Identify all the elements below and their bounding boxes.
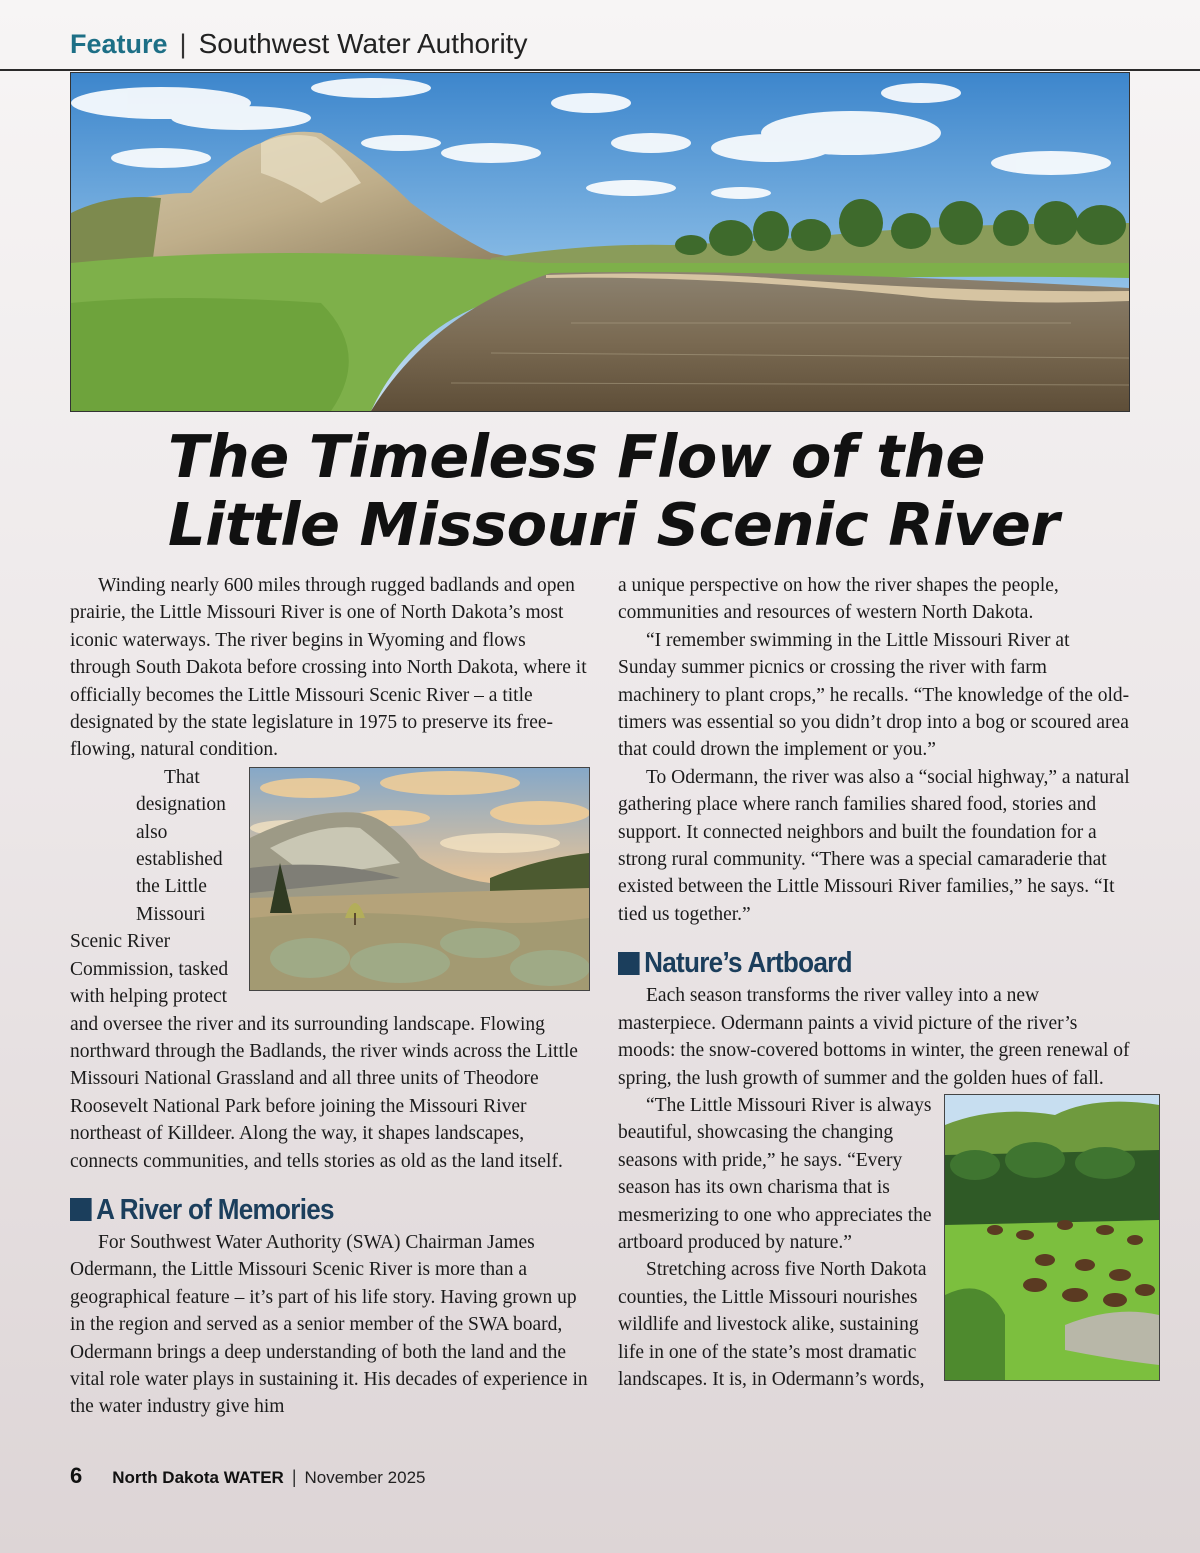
right-column xyxy=(618,572,1130,1393)
left-column xyxy=(70,572,590,1421)
footer-separator: | xyxy=(291,1467,297,1487)
right-paragraph-5: “The Little Missouri River is always beautiful, showcasing the changing seasons with pride,” he says. “Every season has its own charisma that is mesmerizing to one who appreciates the artboard produced by nature.” xyxy=(618,1094,932,1253)
header-rule xyxy=(0,69,1200,71)
heading-text: A River of Memories xyxy=(96,1193,334,1226)
page-header xyxy=(70,28,527,68)
heading-square-icon xyxy=(70,1198,92,1221)
page-footer xyxy=(70,1463,425,1489)
title-line-1: The Timeless Flow of the xyxy=(168,422,985,491)
right-paragraph-2: “I remember swimming in the Little Missouri River at Sunday summer picnics or crossing the river with farm machinery to plant crops,” he recalls. “The knowledge of the old-timers was essential so you didn’t drop into a bog or scoured area that could drown the implement or you.” xyxy=(618,629,1130,761)
article-title xyxy=(168,423,1168,559)
section-label: Feature xyxy=(70,29,168,59)
badlands-butte-photo xyxy=(249,767,590,991)
magazine-name: North Dakota WATER xyxy=(112,1468,284,1487)
header-separator: | xyxy=(179,29,187,59)
left-paragraph-1: Winding nearly 600 miles through rugged badlands and open prairie, the Little Missouri River is one of North Dakota’s most iconic waterways. The river begins in Wyoming and flows through South Dakota before crossing into North Dakota, where it officially becomes the Little Missouri Scenic River – a title designated by the state legislature in 1975 to preserve its free-flowing, natural condition. xyxy=(70,575,587,761)
right-paragraph-3: To Odermann, the river was also a “social highway,” a natural gathering place where ranch families shared food, stories and support. It connected neighbors and built the foundation for a strong rural community. “There was a special camaraderie that existed between the Little Missouri River families,” he says. “It tied us together.” xyxy=(618,766,1130,925)
right-paragraph-6: Stretching across five North Dakota counties, the Little Missouri nourishes wildlife and livestock alike, sustaining life in one of the state’s most dramatic landscapes. It is, in Odermann’s words, xyxy=(618,1259,927,1390)
text-wrap-spacer xyxy=(70,764,136,928)
heading-natures-artboard xyxy=(618,946,1079,980)
heading-text: Nature’s Artboard xyxy=(644,947,852,980)
page-number: 6 xyxy=(70,1463,83,1488)
right-paragraph-1: a unique perspective on how the river shapes the people, communities and resources of western North Dakota. xyxy=(618,575,1059,624)
issue-date: November 2025 xyxy=(304,1468,426,1487)
heading-river-of-memories xyxy=(70,1193,538,1227)
title-line-2: Little Missouri Scenic River xyxy=(168,490,1060,559)
right-paragraph-4: Each season transforms the river valley into a new masterpiece. Odermann paints a vivid picture of the river’s moods: the snow-covered bottoms in winter, the green renewal of spring, the lush growth of summer and the golden hues of fall. xyxy=(618,985,1130,1089)
heading-square-icon xyxy=(618,952,640,975)
hero-river-photo xyxy=(70,72,1130,412)
left-paragraph-3: For Southwest Water Authority (SWA) Chairman James Odermann, the Little Missouri Scenic River is more than a geographical feature – it’s part of his life story. Having grown up in the region and served as a senior member of the SWA board, Odermann brings a deep understanding of both the land and the vital role water plays in sustaining it. His decades of experience in the water industry give him xyxy=(70,1231,588,1418)
left-paragraph-2: That designation also established the Little Missouri Scenic River Commission, tasked with helping protect and oversee the river and its surrounding landscape. Flowing northward through the Badlands, the river winds across the Little Missouri National Grassland and all three units of Theodore Roosevelt National Park before joining the Missouri River northeast of Killdeer. Along the way, it shapes landscapes, connects communities, and tells stories as old as the land itself. xyxy=(70,766,578,1172)
bison-herd-photo xyxy=(944,1094,1160,1381)
publisher-label: Southwest Water Authority xyxy=(198,28,528,59)
